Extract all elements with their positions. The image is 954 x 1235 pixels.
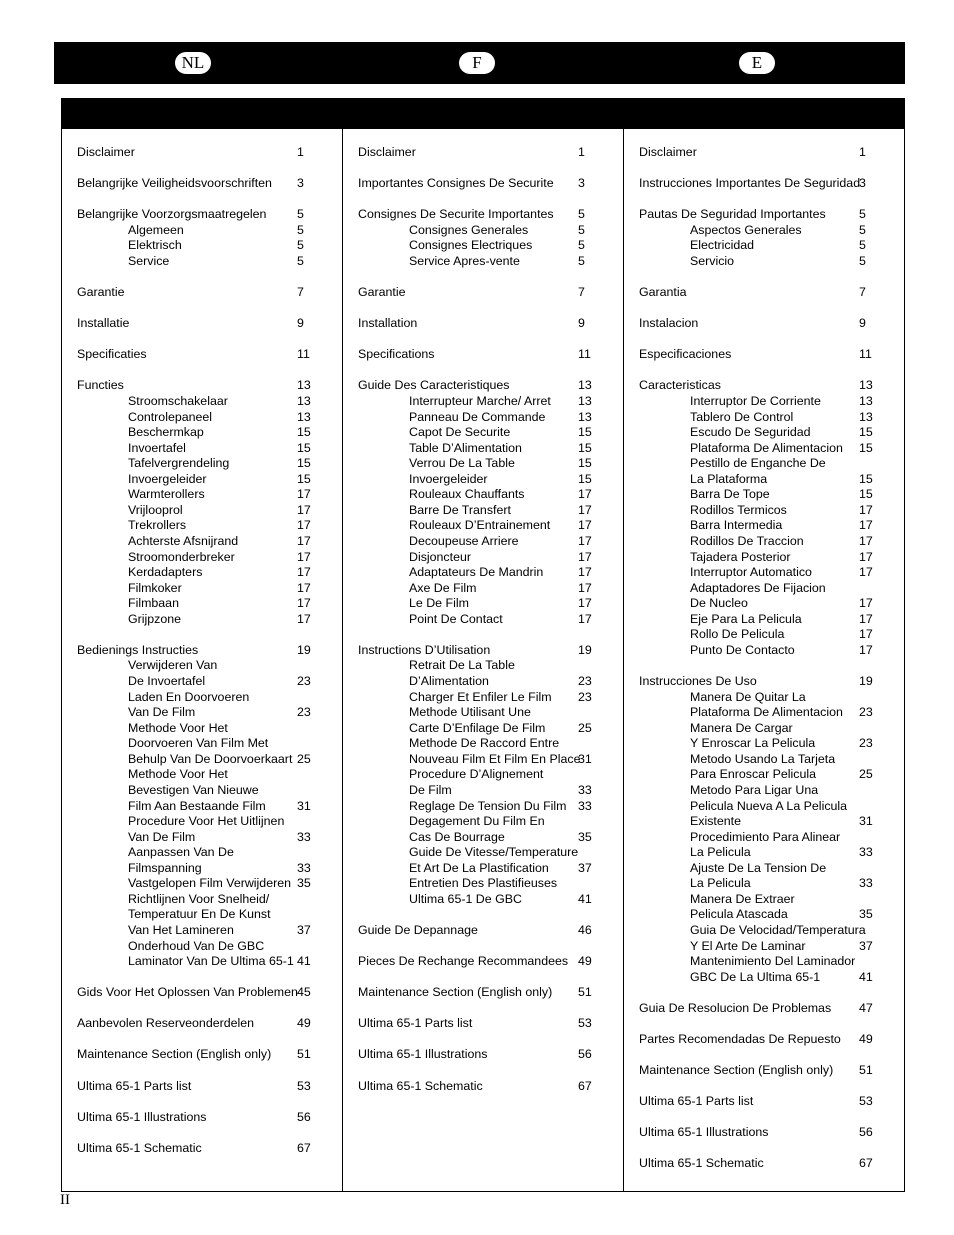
toc-entry-title: Behulp Van De Doorvoerkaart (128, 751, 293, 766)
toc-entry-page: 5 (297, 207, 304, 222)
toc-entry-title: Guia De Resolucion De Problemas (639, 1000, 832, 1015)
page-number: II (60, 1192, 70, 1208)
toc-entry-page: 15 (297, 471, 311, 486)
toc-entry-page: 19 (859, 674, 873, 689)
toc-entry-page: 37 (297, 923, 311, 937)
toc-entry-title: Existente (690, 814, 741, 829)
toc-entry-title: Stroomonderbreker (128, 549, 235, 564)
toc-entry-title: Van De Film (128, 829, 196, 844)
toc-entry-title: Tablero De Control (690, 409, 794, 424)
toc-entry-title: Installation (358, 316, 418, 331)
toc-entry-page: 35 (578, 829, 592, 844)
toc-entry-title: Aanpassen Van De (128, 845, 234, 860)
toc-entry-page: 17 (578, 487, 592, 502)
toc-entry-page: 17 (578, 518, 592, 533)
toc-entry-page: 17 (578, 596, 592, 611)
toc-entry-title: Electricidad (690, 238, 755, 253)
toc-entry-page: 23 (578, 689, 592, 704)
toc-entry-title: Ultima 65-1 Illustrations (77, 1109, 207, 1124)
toc-entry-page: 5 (578, 238, 585, 253)
toc-entry-title: Barra De Tope (690, 487, 770, 502)
toc-entry-page: 25 (859, 767, 873, 782)
toc-entry-title: Cas De Bourrage (409, 829, 505, 844)
toc-entry-title: Service (128, 253, 170, 268)
toc-entry-title: Para Enroscar Pelicula (690, 767, 817, 782)
toc-entry-title: Laden En Doorvoeren (128, 689, 250, 704)
toc-entry-page: 17 (578, 565, 592, 580)
toc-entry-page: 17 (578, 549, 592, 564)
toc-entry-page: 23 (297, 705, 311, 720)
toc-entry-title: Filmkoker (128, 580, 182, 595)
toc-entry-page: 51 (578, 985, 592, 1000)
toc-entry-page: 15 (297, 456, 311, 471)
toc-entry-title: Disclaimer (77, 145, 135, 159)
toc-entry-page: 13 (859, 393, 873, 408)
language-banner (54, 42, 905, 84)
toc-entry-title: Manera De Extraer (690, 891, 795, 906)
toc-entry-title: Invoergeleider (409, 471, 488, 486)
toc-entry-title: Specificaties (77, 347, 147, 362)
toc-entry-title: Eje Para La Pelicula (690, 611, 802, 626)
toc-entry-title: De Invoertafel (128, 674, 206, 689)
toc-entry-page: 15 (578, 440, 592, 455)
toc-entry-title: Entretien Des Plastifieuses (409, 876, 558, 891)
toc-entry-title: Panneau De Commande (409, 409, 546, 424)
toc-entry-title: Ultima 65-1 Parts list (639, 1094, 754, 1109)
toc-entry-page: 53 (859, 1094, 873, 1109)
toc-entry-title: Rollo De Pelicula (690, 627, 785, 642)
toc-entry-title: Maintenance Section (English only) (358, 985, 553, 1000)
toc-entry-page: 11 (297, 347, 310, 362)
toc-entry-title: Mantenimiento Del Laminador (690, 954, 856, 969)
language-badge-e: E (739, 52, 775, 74)
toc-entry-page: 23 (859, 736, 873, 751)
toc-entry-title: Escudo De Seguridad (690, 425, 811, 440)
toc-entry-page: 41 (578, 891, 592, 906)
toc-entry-title: Garantia (639, 285, 687, 300)
toc-entry-page: 17 (297, 487, 311, 502)
toc-entry-page: 19 (578, 642, 592, 657)
toc-entry-page: 3 (859, 176, 866, 191)
toc-entry-title: Ultima 65-1 Schematic (639, 1156, 764, 1171)
toc-entry-page: 25 (578, 720, 592, 735)
toc-entry-title: Rodillos De Traccion (690, 534, 804, 548)
toc-entry-title: Trekrollers (128, 518, 187, 533)
toc-entry-title: Bedienings Instructies (77, 642, 199, 657)
toc-entry-page: 5 (859, 207, 866, 222)
toc-entry-title: Instructions D’Utilisation (358, 642, 491, 657)
toc-entry-page: 17 (859, 596, 873, 611)
toc-entry-page: 17 (859, 534, 873, 548)
toc-entry-title: Instalacion (639, 316, 699, 331)
toc-entry-page: 7 (859, 285, 866, 300)
toc-entry-title: Ultima 65-1 Illustrations (639, 1125, 769, 1140)
toc-entry-page: 33 (578, 782, 592, 797)
toc-entry-page: 11 (859, 347, 872, 362)
toc-entry-title: Ultima 65-1 Schematic (77, 1140, 202, 1155)
toc-entry-title: Procedimiento Para Alinear (690, 829, 841, 844)
toc-entry-title: Y El Arte De Laminar (690, 938, 806, 953)
toc-entry-title: Kerdadapters (128, 565, 203, 580)
toc-entry-title: Garantie (77, 285, 125, 300)
toc-entry-title: Adaptateurs De Mandrin (409, 565, 544, 580)
toc-entry-title: Metodo Usando La Tarjeta (690, 751, 836, 766)
toc-entry-title: Methode Voor Het (128, 767, 228, 782)
toc-entry-page: 13 (578, 409, 592, 424)
toc-entry-page: 13 (578, 393, 592, 408)
toc-entry-page: 13 (859, 409, 873, 424)
toc-entry-title: Rouleaux Chauffants (409, 487, 525, 502)
toc-entry-title: Interruptor De Corriente (690, 393, 821, 408)
toc-entry-title: Servicio (690, 253, 735, 268)
toc-entry-page: 15 (297, 425, 311, 440)
toc-entry-page: 7 (578, 285, 585, 300)
toc-entry-title: Tajadera Posterior (690, 549, 791, 564)
toc-entry-page: 49 (297, 1016, 311, 1031)
toc-entry-title: Retrait De La Table (409, 658, 515, 673)
toc-entry-title: Pelicula Atascada (690, 907, 788, 922)
toc-entry-title: Ultima 65-1 De GBC (409, 891, 522, 906)
toc-entry-title: Caracteristicas (639, 378, 721, 393)
toc-entry-title: Guia De Velocidad/Temperatura (690, 923, 866, 937)
toc-entry-title: Grijpzone (128, 611, 182, 626)
toc-entry-page: 17 (859, 627, 873, 642)
toc-entry-page: 56 (859, 1125, 873, 1140)
toc-entry-title: Barra Intermedia (690, 518, 783, 533)
toc-entry-page: 31 (297, 798, 311, 813)
toc-entry-title: Elektrisch (128, 238, 182, 253)
toc-entry-title: GBC De La Ultima 65-1 (690, 969, 821, 984)
toc-entry-title: Plataforma De Alimentacion (690, 440, 843, 455)
toc-entry-page: 49 (859, 1031, 873, 1046)
toc-entry-title: Stroomschakelaar (128, 393, 228, 408)
toc-entry-page: 47 (859, 1000, 873, 1015)
language-badge-nl: NL (175, 52, 211, 74)
toc-entry-page: 5 (859, 253, 866, 268)
toc-entry-page: 15 (297, 440, 311, 455)
toc-entry-title: Richtlijnen Voor Snelheid/ (128, 891, 270, 906)
toc-entry-page: 35 (297, 876, 311, 891)
toc-entry-title: Specifications (358, 347, 435, 362)
toc-entry-title: Aspectos Generales (690, 222, 802, 237)
toc-entry-page: 49 (578, 954, 592, 969)
toc-entry-title: Bevestigen Van Nieuwe (128, 782, 259, 797)
toc-entry-title: Beschermkap (128, 425, 204, 440)
toc-entry-page: 15 (859, 487, 873, 502)
toc-entry-title: Algemeen (128, 222, 184, 237)
toc-entry-title: Ultima 65-1 Parts list (358, 1016, 473, 1031)
toc-entry-title: Achterste Afsnijrand (128, 534, 239, 548)
toc-entry-title: Pautas De Seguridad Importantes (639, 207, 826, 222)
toc-entry-title: La Plataforma (690, 471, 768, 486)
toc-entry-title: Verrou De La Table (409, 456, 515, 471)
toc-entry-page: 23 (297, 674, 311, 689)
toc-entry-title: Punto De Contacto (690, 642, 795, 657)
toc-entry-page: 33 (297, 860, 311, 875)
column-divider (342, 129, 343, 1191)
toc-entry-page: 5 (297, 238, 304, 253)
toc-entry-title: Disjoncteur (409, 549, 471, 564)
toc-entry-title: Ultima 65-1 Parts list (77, 1078, 192, 1093)
toc-entry-title: Onderhoud Van De GBC (128, 938, 265, 953)
toc-entry-title: Axe De Film (409, 580, 477, 595)
toc-entry-title: Manera De Cargar (690, 720, 793, 735)
toc-entry-title: Interrupteur Marche/ Arret (409, 393, 551, 408)
toc-entry-title: Pieces De Rechange Recommandees (358, 954, 569, 969)
toc-entry-page: 9 (859, 316, 866, 331)
toc-entry-page: 17 (297, 611, 311, 626)
toc-entry-page: 9 (297, 316, 304, 331)
toc-entry-title: Adaptadores De Fijacion (690, 580, 826, 595)
toc-entry-page: 17 (859, 518, 873, 533)
toc-entry-page: 17 (578, 580, 592, 595)
toc-entry-title: Gids Voor Het Oplossen Van Problemen (77, 985, 298, 1000)
toc-entry-page: 17 (859, 642, 873, 657)
toc-entry-page: 17 (578, 502, 592, 517)
toc-entry-page: 15 (859, 425, 873, 440)
toc-entry-page: 37 (578, 860, 592, 875)
toc-entry-page: 56 (578, 1047, 592, 1062)
toc-entry-page: 17 (297, 518, 311, 533)
toc-entry-page: 17 (859, 549, 873, 564)
toc-entry-title: Charger Et Enfiler Le Film (409, 689, 552, 704)
toc-entry-title: Doorvoeren Van Film Met (128, 736, 269, 751)
toc-entry-page: 5 (297, 253, 304, 268)
toc-entry-page: 17 (297, 596, 311, 611)
toc-entry-title: Maintenance Section (English only) (639, 1063, 834, 1078)
toc-entry-page: 31 (859, 814, 873, 829)
toc-entry-page: 23 (578, 674, 592, 689)
toc-entry-title: Invoertafel (128, 440, 186, 455)
toc-entry-page: 67 (859, 1156, 873, 1171)
toc-entry-title: Disclaimer (639, 145, 697, 159)
toc-entry-title: Capot De Securite (409, 425, 511, 440)
toc-entry-title: Functies (77, 378, 124, 393)
toc-entry-title: Partes Recomendadas De Repuesto (639, 1031, 841, 1046)
toc-entry-page: 7 (297, 285, 304, 300)
toc-entry-title: Aanbevolen Reserveonderdelen (77, 1016, 255, 1031)
toc-entry-title: Consignes Generales (409, 222, 529, 237)
toc-entry-page: 33 (297, 829, 311, 844)
toc-entry-page: 17 (578, 534, 592, 548)
toc-entry-title: Guide De Depannage (358, 923, 478, 937)
toc-entry-title: Service Apres-vente (409, 253, 520, 268)
toc-entry-page: 35 (859, 907, 873, 922)
toc-entry-title: Point De Contact (409, 611, 503, 626)
toc-entry-page: 13 (578, 378, 592, 393)
toc-entry-title: Guide Des Caracteristiques (358, 378, 510, 393)
toc-entry-title: Vastgelopen Film Verwijderen (128, 876, 291, 891)
toc-entry-title: Ultima 65-1 Illustrations (358, 1047, 488, 1062)
toc-entry-title: Metodo Para Ligar Una (690, 782, 819, 797)
toc-entry-title: Filmspanning (128, 860, 202, 875)
toc-entry-title: Ultima 65-1 Schematic (358, 1078, 483, 1093)
toc-entry-title: Instrucciones De Uso (639, 674, 757, 689)
toc-entry-title: Maintenance Section (English only) (77, 1047, 272, 1062)
toc-entry-title: Rouleaux D’Entrainement (409, 518, 551, 533)
toc-entry-page: 15 (578, 425, 592, 440)
toc-entry-page: 15 (859, 440, 873, 455)
toc-entry-page: 5 (578, 207, 585, 222)
toc-entry-title: Rodillos Termicos (690, 502, 787, 517)
toc-entry-title: Instrucciones Importantes De Seguridad (639, 176, 861, 191)
toc-entry-title: Controlepaneel (128, 409, 213, 424)
toc-entry-page: 67 (578, 1078, 592, 1093)
toc-entry-title: Pestillo de Enganche De (690, 456, 826, 471)
toc-entry-page: 13 (297, 393, 311, 408)
toc-entry-page: 17 (859, 611, 873, 626)
column-divider (623, 129, 624, 1191)
toc-entry-page: 25 (297, 751, 311, 766)
toc-entry-title: Consignes De Securite Importantes (358, 207, 554, 222)
toc-entry-page: 17 (859, 502, 873, 517)
toc-entry-page: 3 (297, 176, 304, 191)
toc-entry-title: Belangrijke Veiligheidsvoorschriften (77, 176, 272, 191)
toc-entry-title: Table D’Alimentation (409, 440, 522, 455)
toc-entry-title: Guide De Vitesse/Temperature (409, 845, 579, 860)
toc-entry-page: 23 (859, 705, 873, 720)
toc-entry-page: 13 (859, 378, 873, 393)
toc-entry-page: 67 (297, 1140, 311, 1155)
toc-entry-page: 53 (578, 1016, 592, 1031)
toc-entry-title: Importantes Consignes De Securite (358, 176, 554, 191)
toc-entry-title: Interruptor Automatico (690, 565, 812, 580)
toc-entry-page: 11 (578, 347, 591, 362)
toc-entry-page: 13 (297, 409, 311, 424)
toc-entry-title: Manera De Quitar La (690, 689, 806, 704)
toc-entry-page: 45 (297, 985, 311, 1000)
toc-entry-title: De Nucleo (690, 596, 748, 611)
toc-entry-title: Filmbaan (128, 596, 179, 611)
toc-entry-title: Nouveau Film Et Film En Place (409, 751, 581, 766)
toc-entry-title: Van De Film (128, 705, 196, 720)
toc-entry-page: 15 (859, 471, 873, 486)
toc-entry-title: Barre De Transfert (409, 502, 511, 517)
toc-entry-page: 41 (859, 969, 873, 984)
toc-entry-title: Belangrijke Voorzorgsmaatregelen (77, 207, 267, 222)
toc-entry-title: Procedure Voor Het Uitlijnen (128, 814, 285, 829)
toc-entry-page: 46 (578, 923, 592, 937)
toc-entry-title: Et Art De La Plastification (409, 860, 549, 875)
toc-entry-page: 17 (578, 611, 592, 626)
toc-entry-page: 17 (297, 565, 311, 580)
toc-entry-title: Le De Film (409, 596, 469, 611)
toc-entry-title: Vrijlooprol (128, 502, 183, 517)
toc-entry-page: 15 (578, 471, 592, 486)
toc-entry-page: 3 (578, 176, 585, 191)
toc-entry-page: 17 (297, 549, 311, 564)
toc-entry-page: 19 (297, 642, 311, 657)
toc-entry-page: 41 (297, 954, 311, 969)
toc-entry-title: Tafelvergrendeling (128, 456, 230, 471)
toc-entry-title: Methode Utilisant Une (409, 705, 531, 720)
toc-entry-title: De Film (409, 782, 452, 797)
toc-entry-page: 33 (578, 798, 592, 813)
toc-entry-title: Verwijderen Van (128, 658, 218, 673)
toc-entry-page: 5 (859, 238, 866, 253)
toc-entry-title: D’Alimentation (409, 674, 489, 689)
toc-entry-page: 1 (578, 145, 585, 159)
toc-entry-page: 17 (297, 580, 311, 595)
toc-entry-title: Plataforma De Alimentacion (690, 705, 843, 720)
toc-entry-title: Warmterollers (128, 487, 205, 502)
toc-entry-page: 33 (859, 876, 873, 891)
toc-entry-page: 53 (297, 1078, 311, 1093)
toc-entry-title: Van Het Lamineren (128, 923, 234, 937)
toc-entry-title: Especificaciones (639, 347, 732, 362)
toc-entry-title: Ajuste De La Tension De (690, 860, 827, 875)
toc-entry-page: 33 (859, 845, 873, 860)
toc-entry-page: 13 (297, 378, 311, 393)
toc-header-bar (62, 99, 904, 129)
toc-entry-title: Y Enroscar La Pelicula (690, 736, 816, 751)
toc-entry-title: Carte D’Enfilage De Film (409, 720, 546, 735)
toc-entry-title: La Pelicula (690, 845, 751, 860)
toc-entry-page: 5 (578, 222, 585, 237)
toc-entry-title: Temperatuur En De Kunst (128, 907, 271, 922)
toc-entry-page: 56 (297, 1109, 311, 1124)
toc-entry-page: 31 (578, 751, 592, 766)
toc-entry-title: Degagement Du Film En (409, 814, 545, 829)
toc-entry-title: Methode De Raccord Entre (409, 736, 560, 751)
toc-entry-title: La Pelicula (690, 876, 751, 891)
language-badge-f: F (459, 52, 495, 74)
toc-entry-page: 17 (859, 565, 873, 580)
toc-entry-title: Garantie (358, 285, 406, 300)
toc-entry-page: 5 (297, 222, 304, 237)
toc-entry-title: Laminator Van De Ultima 65-1 (128, 954, 294, 969)
toc-entry-page: 1 (859, 145, 866, 159)
toc-entry-title: Consignes Electriques (409, 238, 533, 253)
toc-entry-title: Invoergeleider (128, 471, 207, 486)
toc-entry-page: 1 (297, 145, 304, 159)
toc-entry-page: 17 (297, 534, 311, 548)
toc-entry-page: 5 (859, 222, 866, 237)
toc-entry-title: Decoupeuse Arriere (409, 534, 519, 548)
toc-entry-title: Pelicula Nueva A La Pelicula (690, 798, 848, 813)
toc-entry-title: Installatie (77, 316, 130, 331)
toc-entry-page: 5 (578, 253, 585, 268)
toc-entry-title: Methode Voor Het (128, 720, 228, 735)
toc-entry-page: 37 (859, 938, 873, 953)
toc-entry-page: 51 (859, 1063, 873, 1078)
toc-entry-page: 15 (578, 456, 592, 471)
toc-entry-page: 51 (297, 1047, 311, 1062)
toc-entry-title: Reglage De Tension Du Film (409, 798, 567, 813)
toc-entry-page: 17 (297, 502, 311, 517)
toc-entry-title: Procedure D’Alignement (409, 767, 544, 782)
toc-entry-page: 9 (578, 316, 585, 331)
toc-entry-title: Disclaimer (358, 145, 416, 159)
toc-entry-title: Film Aan Bestaande Film (128, 798, 266, 813)
